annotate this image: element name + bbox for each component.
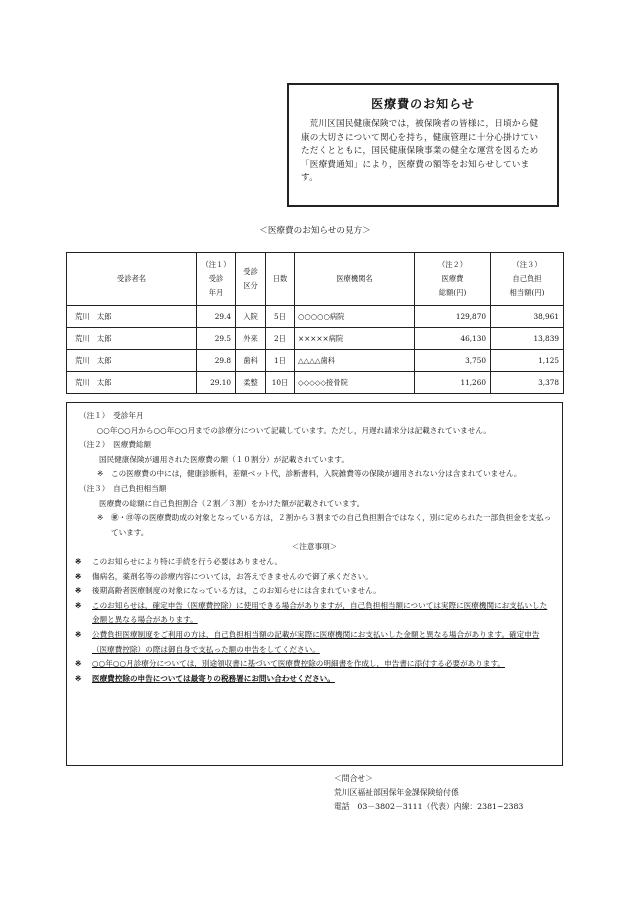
caution-mark: ※	[75, 629, 82, 639]
cell-total: 11,260	[415, 372, 491, 394]
cell-total: 3,750	[415, 350, 491, 372]
cell-name: 荒川 太郎	[67, 372, 197, 394]
notes-box	[66, 402, 563, 766]
cell-name: 荒川 太郎	[67, 306, 197, 328]
remark-text: ㊝・㊞等の医療費助成の対象となっている方は，２割から３割までの自己負担割合ではなく，別に定められた一部負担金を支払っています。	[111, 513, 552, 537]
cell-category: 入院	[236, 306, 266, 328]
note1-title: （注１） 受診年月	[79, 411, 144, 420]
header-days: 日数	[266, 253, 295, 306]
note1-body: ○○年○○月から○○年○○月までの診療分について記載しています。ただし，月遅れ請求分は記載されていません。	[96, 425, 492, 435]
cell-category: 外来	[236, 328, 266, 350]
cell-days: 5日	[266, 306, 295, 328]
caution-text: 公費負担医療制度をご利用の方は，自己負担相当額の記載が実際に医療機関にお支払いした金額と異なる場合があります。確定申告（医療費控除）の際は御自身で支払った額の申告をしてください。	[92, 629, 540, 654]
remark-text: この医療費の中には，健康診断料，差額ベット代，診断書料，入院雑費等の保険が適用されない分は含まれていません。	[111, 469, 522, 479]
cell-month: 29.4	[197, 306, 236, 328]
table-row	[67, 372, 564, 394]
note2-body: 国民健康保険が適用された医療費の額（１０割分）が記載されています。	[99, 454, 349, 464]
cell-self: 38,961	[491, 306, 564, 328]
contact-info	[334, 772, 523, 814]
notice-body: 荒川区国民健康保険では，被保険者の皆様に，日頃から健康の大切さについて関心を持ち，健康管理に十分心掛けていただくとともに，国民健康保険事業の健全な運営を図るため「医療費通知」により，医療費の額等をお知らせしています。	[301, 119, 539, 184]
caution-text: このお知らせにより特に手続を行う必要はありません。	[92, 556, 283, 566]
cell-category: 歯科	[236, 350, 266, 372]
contact-dept: 荒川区福祉部国保年金課保険給付係	[334, 788, 459, 797]
caution-mark: ※	[75, 586, 82, 596]
caution-text: ○○年○○月診療分については，別途領収書に基づいて医療費控除の明細書を作成し，申告書に添付する必要があります。	[92, 659, 506, 669]
notice-box	[287, 83, 559, 207]
caution-mark: ※	[75, 571, 82, 581]
cell-days: 2日	[266, 328, 295, 350]
cell-self: 3,378	[491, 372, 564, 394]
cell-institution: △△△△歯科	[295, 350, 415, 372]
cell-days: 10日	[266, 372, 295, 394]
remark-mark: ※	[97, 469, 104, 479]
table-row	[67, 350, 564, 372]
caution-item	[75, 570, 554, 585]
caution-item	[75, 599, 554, 628]
caution-text: このお知らせは，確定申告（医療費控除）に使用できる場合がありますが，自己負担相当額については実際に医療機関にお支払いした金額と異なる場合があります。	[92, 600, 548, 625]
note3-title: （注３） 自己負担相当額	[79, 483, 167, 493]
medical-expense-table	[66, 252, 564, 394]
caution-mark: ※	[75, 673, 82, 683]
caution-text: 傷病名，薬剤名等の診療内容については，お答えできませんので御了承ください。	[92, 571, 373, 581]
cell-institution: ×××××病院	[295, 328, 415, 350]
table-row	[67, 306, 564, 328]
table-row	[67, 328, 564, 350]
note3-remark	[75, 511, 554, 540]
caution-item	[75, 555, 554, 570]
header-total: （注２） 医療費 総額(円)	[415, 253, 491, 306]
header-category: 受診 区分	[236, 253, 266, 306]
contact-title: ＜問合せ＞	[334, 774, 373, 783]
cell-self: 13,839	[491, 328, 564, 350]
caution-mark: ※	[75, 600, 82, 610]
caution-text: 医療費控除の申告については最寄りの税務署にお問い合わせください。	[92, 673, 335, 683]
cell-name: 荒川 太郎	[67, 328, 197, 350]
cell-self: 1,125	[491, 350, 564, 372]
caution-title: ＜注意事項＞	[291, 542, 338, 552]
header-name: 受診者名	[67, 253, 197, 306]
caution-item	[75, 672, 554, 687]
caution-mark: ※	[75, 556, 82, 566]
cell-institution: ◇◇◇◇◇接骨院	[295, 372, 415, 394]
header-institution: 医療機関名	[295, 253, 415, 306]
caution-item	[75, 584, 554, 599]
cell-month: 29.5	[197, 328, 236, 350]
cell-institution: ○○○○○病院	[295, 306, 415, 328]
cell-days: 1日	[266, 350, 295, 372]
caution-mark: ※	[75, 659, 82, 669]
cell-total: 129,870	[415, 306, 491, 328]
cell-category: 柔整	[236, 372, 266, 394]
contact-phone: 電話 03－3802－3111（代表）内線：2381~2383	[334, 802, 524, 811]
how-to-read-heading: ＜医療費のお知らせの見方＞	[259, 226, 371, 236]
note3-body: 医療費の総額に自己負担割合（２割／３割）をかけた額が記載されています。	[99, 498, 365, 508]
notice-title: 医療費のお知らせ	[371, 97, 475, 111]
caution-text: 後期高齢者医療制度の対象になっている方は，このお知らせには含まれていません。	[92, 586, 381, 596]
header-self: （注３） 自己負担 相当額(円)	[491, 253, 564, 306]
caution-item	[75, 628, 554, 657]
note2-remark	[75, 467, 554, 482]
caution-item	[75, 657, 554, 672]
cell-total: 46,130	[415, 328, 491, 350]
remark-mark: ※	[97, 513, 104, 523]
cell-name: 荒川 太郎	[67, 350, 197, 372]
note2-title: （注２） 医療費総額	[79, 440, 152, 450]
table-header-row	[67, 253, 564, 306]
header-month: （注１） 受診 年月	[197, 253, 236, 306]
cell-month: 29.10	[197, 372, 236, 394]
cell-month: 29.8	[197, 350, 236, 372]
